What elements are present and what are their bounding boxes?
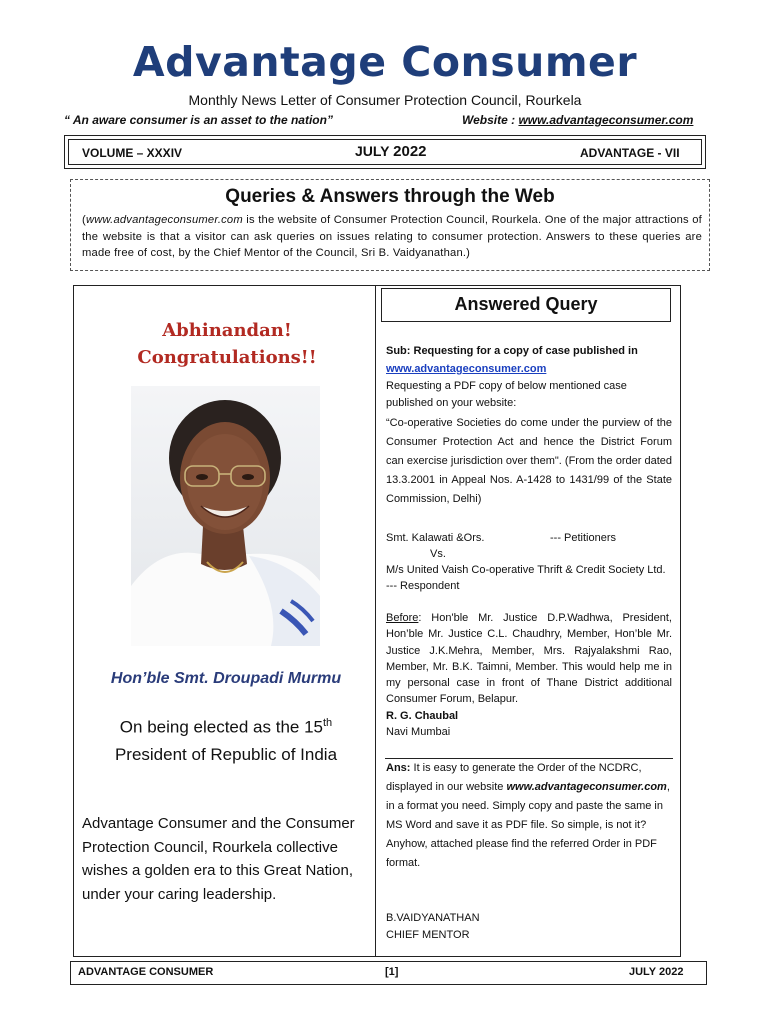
- honoree-name: Hon’ble Smt. Droupadi Murmu: [110, 670, 342, 687]
- congrats-line-2: Congratulations!!: [137, 347, 317, 368]
- congrats-line-1: Abhinandan!: [162, 320, 292, 341]
- column-divider: [375, 285, 376, 957]
- answer-text: Ans: It is easy to generate the Order of the NCDRC, displayed in our website www.advantageconsumer.com, in a format you need. Simply copy and paste the same in MS Word and save it as PDF file. So simple, is not it? Anyhow, attached please find the referred Order in PDF format.: [386, 762, 670, 869]
- issue-date: [355, 143, 427, 160]
- footer-publication: ADVANTAGE CONSUMER: [78, 966, 214, 978]
- requester-place: Navi Mumbai: [386, 726, 451, 739]
- issue-month: JULY: [355, 143, 390, 159]
- newsletter-title: Advantage Consumer: [132, 38, 638, 86]
- query-subject-link[interactable]: www.advantageconsumer.com: [386, 363, 547, 375]
- website-link[interactable]: www.advantageconsumer.com: [518, 113, 694, 127]
- newsletter-subtitle: Monthly News Letter of Consumer Protection Council, Rourkela: [188, 92, 582, 108]
- query-subject: Sub: Requesting for a copy of case published in www.advantageconsumer.com: [386, 342, 672, 378]
- qa-intro-site[interactable]: www.advantageconsumer.com: [85, 214, 243, 226]
- case-bench: Before: Hon'ble Mr. Justice D.P.Wadhwa, President, Hon’ble Mr. Justice C.L. Chaudhry, Member, Hon’ble Mr. Justice J.K.Mehra, Member, Mrs. Rajyalakshmi Rao, Member, Mr. B.K. Taimni, Member. This would help me in my personal case in front of Thane District additional Consumer Forum, Belapur. R. G. Chaubal Navi Mumbai: [386, 610, 672, 740]
- motto: “ An aware consumer is an asset to the nation”: [64, 113, 333, 127]
- footer-date: JULY 2022: [629, 966, 684, 978]
- query-quote: “Co-operative Societies do come under the purview of the Consumer Protection Act and hence the District Forum can exercise jurisdiction over them". (From the order dated 13.3.2001 in Appeal Nos. A-1428 to 1431/99 of the State Commission, Delhi): [386, 417, 672, 505]
- query-request: Requesting a PDF copy of below mentioned case published on your website:: [386, 380, 627, 409]
- portrait-photo: [131, 386, 320, 646]
- footer-page-number: [1]: [385, 966, 399, 978]
- website-label: Website :: [462, 113, 519, 127]
- wishes-text: Advantage Consumer and the Consumer Protection Council, Rourkela collective wishes a golden era to this Great Nation, under your caring leadership.: [82, 815, 355, 903]
- answer-website[interactable]: www.advantageconsumer.com: [506, 781, 667, 793]
- qa-intro-text: (www.advantageconsumer.com is the website of Consumer Protection Council, Rourkela. One of the major attractions of the website is that a visitor can ask queries on issues relating to consumer protection. Answers to these queries are made free of cost, by the Chief Mentor of the Council, Sri B. Vaidyanathan.): [82, 214, 702, 259]
- case-parties: Smt. Kalawati &Ors. --- Petitioners Vs. M/s United Vaish Co-operative Thrift & Credit Society Ltd. --- Respondent: [386, 532, 666, 592]
- answered-query-title: Answered Query: [454, 294, 598, 314]
- election-note: On being elected as the 15th President of Republic of India: [114, 717, 338, 764]
- volume-label: VOLUME – XXXIV: [82, 146, 183, 160]
- congratulations-heading: [96, 317, 358, 371]
- requester-name: R. G. Chaubal: [386, 709, 459, 722]
- website-line: [462, 113, 693, 127]
- answer-signature: B.VAIDYANATHAN CHIEF MENTOR: [386, 912, 480, 941]
- issue-number: ADVANTAGE - VII: [580, 146, 680, 160]
- issue-year: 2022: [393, 143, 427, 160]
- qa-section-title: Queries & Answers through the Web: [225, 186, 555, 207]
